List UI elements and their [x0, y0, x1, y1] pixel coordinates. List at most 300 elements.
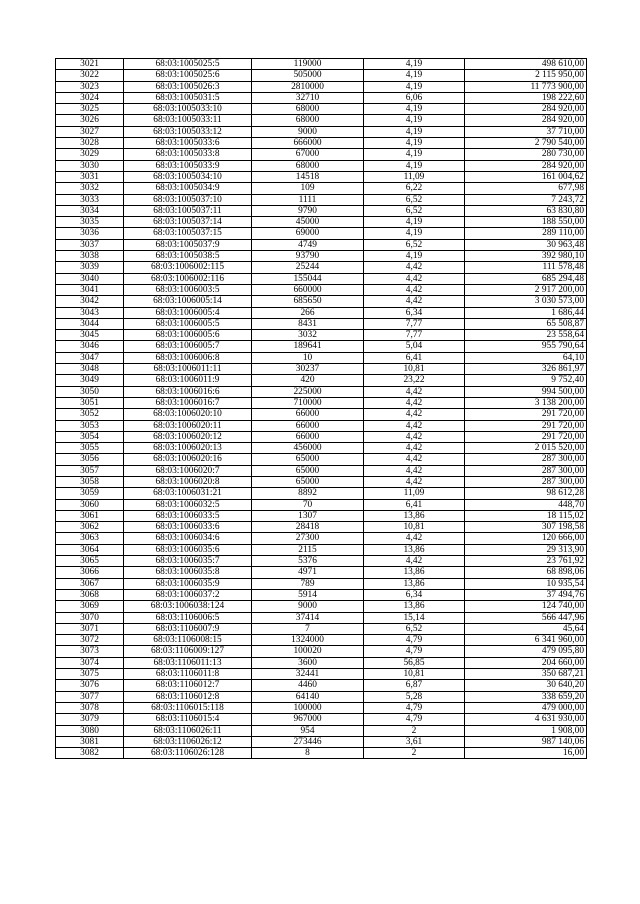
row-number: 3073	[56, 646, 124, 657]
row-number: 3067	[56, 578, 124, 589]
row-number: 3052	[56, 409, 124, 420]
cadastral-cost: 63 830,80	[465, 205, 587, 216]
row-number: 3077	[56, 691, 124, 702]
table-row	[56, 522, 587, 533]
cadastral-number: 68:03:1006005:5	[124, 318, 252, 329]
area-value: 45000	[252, 217, 364, 228]
rate-value: 4,42	[364, 443, 465, 454]
row-number: 3048	[56, 364, 124, 375]
cadastral-cost: 284 920,00	[465, 160, 587, 171]
row-number: 3059	[56, 488, 124, 499]
table-row	[56, 352, 587, 363]
row-number: 3080	[56, 725, 124, 736]
rate-value: 4,19	[364, 160, 465, 171]
rate-value: 4,42	[364, 397, 465, 408]
area-value: 8431	[252, 318, 364, 329]
cadastral-cost: 204 660,00	[465, 657, 587, 668]
row-number: 3055	[56, 443, 124, 454]
table-row	[56, 691, 587, 702]
cadastral-number: 68:03:1005026:3	[124, 81, 252, 92]
area-value: 3600	[252, 657, 364, 668]
cadastral-cost: 291 720,00	[465, 409, 587, 420]
area-value: 28418	[252, 522, 364, 533]
area-value: 66000	[252, 431, 364, 442]
area-value: 4971	[252, 567, 364, 578]
rate-value: 4,19	[364, 59, 465, 70]
table-row	[56, 318, 587, 329]
area-value: 789	[252, 578, 364, 589]
rate-value: 5,04	[364, 341, 465, 352]
table-row	[56, 228, 587, 239]
rate-value: 10,81	[364, 522, 465, 533]
cadastral-cost: 65 508,87	[465, 318, 587, 329]
table-row	[56, 443, 587, 454]
cadastral-cost: 2 115 950,00	[465, 70, 587, 81]
rate-value: 4,42	[364, 262, 465, 273]
cadastral-cost: 64,10	[465, 352, 587, 363]
cadastral-number: 68:03:1005037:9	[124, 239, 252, 250]
cadastral-number: 68:03:1005038:5	[124, 251, 252, 262]
cadastral-number: 68:03:1005033:12	[124, 126, 252, 137]
cadastral-cost: 111 578,48	[465, 262, 587, 273]
table-row	[56, 601, 587, 612]
row-number: 3047	[56, 352, 124, 363]
table-row	[56, 341, 587, 352]
cadastral-cost: 498 610,00	[465, 59, 587, 70]
area-value: 65000	[252, 476, 364, 487]
table-row	[56, 296, 587, 307]
rate-value: 5,28	[364, 691, 465, 702]
area-value: 660000	[252, 284, 364, 295]
area-value: 30237	[252, 364, 364, 375]
row-number: 3054	[56, 431, 124, 442]
row-number: 3066	[56, 567, 124, 578]
cadastral-number: 68:03:1006035:8	[124, 567, 252, 578]
row-number: 3072	[56, 635, 124, 646]
table-row	[56, 657, 587, 668]
cadastral-cost: 2 015 520,00	[465, 443, 587, 454]
cadastral-cost: 3 030 573,00	[465, 296, 587, 307]
row-number: 3041	[56, 284, 124, 295]
table-row	[56, 205, 587, 216]
row-number: 3042	[56, 296, 124, 307]
cadastral-number: 68:03:1005034:9	[124, 183, 252, 194]
row-number: 3035	[56, 217, 124, 228]
rate-value: 4,42	[364, 465, 465, 476]
cadastral-number: 68:03:1005033:11	[124, 115, 252, 126]
rate-value: 6,34	[364, 307, 465, 318]
area-value: 456000	[252, 443, 364, 454]
rate-value: 4,19	[364, 70, 465, 81]
area-value: 66000	[252, 420, 364, 431]
table-row	[56, 702, 587, 713]
table-row	[56, 488, 587, 499]
cadastral-cost: 11 773 900,00	[465, 81, 587, 92]
table-row	[56, 454, 587, 465]
table-row	[56, 115, 587, 126]
rate-value: 4,79	[364, 714, 465, 725]
row-number: 3064	[56, 544, 124, 555]
rate-value: 4,42	[364, 431, 465, 442]
area-value: 505000	[252, 70, 364, 81]
row-number: 3060	[56, 499, 124, 510]
cadastral-number: 68:03:1006034:6	[124, 533, 252, 544]
cadastral-number: 68:03:1005037:11	[124, 205, 252, 216]
area-value: 1324000	[252, 635, 364, 646]
rate-value: 6,87	[364, 680, 465, 691]
rate-value: 4,79	[364, 646, 465, 657]
cadastral-number: 68:03:1006033:6	[124, 522, 252, 533]
table-row	[56, 239, 587, 250]
area-value: 1111	[252, 194, 364, 205]
area-value: 155044	[252, 273, 364, 284]
area-value: 70	[252, 499, 364, 510]
cadastral-number: 68:03:1006033:5	[124, 510, 252, 521]
row-number: 3061	[56, 510, 124, 521]
table-row	[56, 171, 587, 182]
area-value: 9790	[252, 205, 364, 216]
area-value: 266	[252, 307, 364, 318]
cadastral-number: 68:03:1006016:6	[124, 386, 252, 397]
rate-value: 13,86	[364, 567, 465, 578]
row-number: 3024	[56, 92, 124, 103]
rate-value: 6,52	[364, 239, 465, 250]
table-row	[56, 70, 587, 81]
row-number: 3062	[56, 522, 124, 533]
table-row	[56, 138, 587, 149]
area-value: 5914	[252, 589, 364, 600]
cadastral-cost: 338 659,20	[465, 691, 587, 702]
rate-value: 4,19	[364, 81, 465, 92]
cadastral-cost: 479 095,80	[465, 646, 587, 657]
rate-value: 4,19	[364, 104, 465, 115]
cadastral-number: 68:03:1006006:8	[124, 352, 252, 363]
row-number: 3029	[56, 149, 124, 160]
cadastral-number: 68:03:1006005:6	[124, 330, 252, 341]
cadastral-cost: 37 710,00	[465, 126, 587, 137]
area-value: 273446	[252, 736, 364, 747]
area-value: 119000	[252, 59, 364, 70]
cadastral-number: 68:03:1006037:2	[124, 589, 252, 600]
cadastral-number: 68:03:1106007:9	[124, 623, 252, 634]
row-number: 3079	[56, 714, 124, 725]
row-number: 3065	[56, 556, 124, 567]
row-number: 3053	[56, 420, 124, 431]
rate-value: 6,06	[364, 92, 465, 103]
row-number: 3040	[56, 273, 124, 284]
cadastral-cost: 1 908,00	[465, 725, 587, 736]
table-row	[56, 104, 587, 115]
row-number: 3026	[56, 115, 124, 126]
cadastral-cost: 188 550,00	[465, 217, 587, 228]
table-row	[56, 160, 587, 171]
area-value: 25244	[252, 262, 364, 273]
row-number: 3038	[56, 251, 124, 262]
row-number: 3056	[56, 454, 124, 465]
table-row	[56, 420, 587, 431]
rate-value: 13,86	[364, 544, 465, 555]
row-number: 3037	[56, 239, 124, 250]
row-number: 3063	[56, 533, 124, 544]
area-value: 67000	[252, 149, 364, 160]
rate-value: 6,52	[364, 623, 465, 634]
cadastral-number: 68:03:1005033:8	[124, 149, 252, 160]
table-row	[56, 623, 587, 634]
row-number: 3070	[56, 612, 124, 623]
rate-value: 2	[364, 748, 465, 759]
cadastral-cost: 98 612,28	[465, 488, 587, 499]
rate-value: 7,77	[364, 330, 465, 341]
cadastral-number: 68:03:1106015:118	[124, 702, 252, 713]
area-value: 100020	[252, 646, 364, 657]
area-value: 69000	[252, 228, 364, 239]
cadastral-cost: 3 138 200,00	[465, 397, 587, 408]
cadastral-cost: 566 447,96	[465, 612, 587, 623]
cadastral-number: 68:03:1005037:10	[124, 194, 252, 205]
cadastral-cost: 10 935,54	[465, 578, 587, 589]
table-row	[56, 736, 587, 747]
rate-value: 11,09	[364, 171, 465, 182]
cadastral-number: 68:03:1106012:7	[124, 680, 252, 691]
cadastral-cost: 677,98	[465, 183, 587, 194]
table-row	[56, 725, 587, 736]
cadastral-number: 68:03:1106011:13	[124, 657, 252, 668]
area-value: 32441	[252, 669, 364, 680]
row-number: 3050	[56, 386, 124, 397]
rate-value: 13,86	[364, 578, 465, 589]
table-row	[56, 397, 587, 408]
cadastral-cost: 2 790 540,00	[465, 138, 587, 149]
row-number: 3028	[56, 138, 124, 149]
cadastral-cost: 2 917 200,00	[465, 284, 587, 295]
rate-value: 15,14	[364, 612, 465, 623]
cadastral-cost: 392 980,10	[465, 251, 587, 262]
cadastral-number: 68:03:1006020:12	[124, 431, 252, 442]
table-row	[56, 126, 587, 137]
rate-value: 10,81	[364, 669, 465, 680]
cadastral-cost: 284 920,00	[465, 104, 587, 115]
area-value: 1307	[252, 510, 364, 521]
row-number: 3031	[56, 171, 124, 182]
cadastral-number: 68:03:1006035:9	[124, 578, 252, 589]
row-number: 3036	[56, 228, 124, 239]
cadastral-cost: 30 963,48	[465, 239, 587, 250]
rate-value: 10,81	[364, 364, 465, 375]
area-value: 14518	[252, 171, 364, 182]
row-number: 3030	[56, 160, 124, 171]
area-value: 2115	[252, 544, 364, 555]
cadastral-number: 68:03:1005031:5	[124, 92, 252, 103]
cadastral-cost: 326 861,97	[465, 364, 587, 375]
rate-value: 4,19	[364, 251, 465, 262]
cadastral-cost: 284 920,00	[465, 115, 587, 126]
rate-value: 4,19	[364, 149, 465, 160]
area-value: 66000	[252, 409, 364, 420]
rate-value: 4,42	[364, 273, 465, 284]
cadastral-number: 68:03:1005025:6	[124, 70, 252, 81]
rate-value: 4,19	[364, 138, 465, 149]
row-number: 3033	[56, 194, 124, 205]
cadastral-number: 68:03:1005034:10	[124, 171, 252, 182]
cadastral-number: 68:03:1006005:14	[124, 296, 252, 307]
rate-value: 4,42	[364, 476, 465, 487]
cadastral-number: 68:03:1006005:4	[124, 307, 252, 318]
area-value: 7	[252, 623, 364, 634]
area-value: 68000	[252, 115, 364, 126]
cadastral-number: 68:03:1006003:5	[124, 284, 252, 295]
cadastral-number: 68:03:1006020:11	[124, 420, 252, 431]
cadastral-number: 68:03:1106026:12	[124, 736, 252, 747]
cadastral-cost: 9 752,40	[465, 375, 587, 386]
rate-value: 6,34	[364, 589, 465, 600]
cadastral-cost: 37 494,76	[465, 589, 587, 600]
row-number: 3023	[56, 81, 124, 92]
cadastral-number: 68:03:1006020:13	[124, 443, 252, 454]
cadastral-cost: 23 761,92	[465, 556, 587, 567]
table-row	[56, 183, 587, 194]
area-value: 2810000	[252, 81, 364, 92]
cadastral-cost: 289 110,00	[465, 228, 587, 239]
table-row	[56, 149, 587, 160]
cadastral-cost: 16,00	[465, 748, 587, 759]
rate-value: 6,41	[364, 352, 465, 363]
cadastral-cost: 68 898,06	[465, 567, 587, 578]
rate-value: 23,22	[364, 375, 465, 386]
cadastral-cost: 29 313,90	[465, 544, 587, 555]
cadastral-number: 68:03:1006038:124	[124, 601, 252, 612]
table-row	[56, 544, 587, 555]
cadastral-cost: 23 558,64	[465, 330, 587, 341]
area-value: 4460	[252, 680, 364, 691]
row-number: 3068	[56, 589, 124, 600]
area-value: 685650	[252, 296, 364, 307]
area-value: 27300	[252, 533, 364, 544]
rate-value: 7,77	[364, 318, 465, 329]
cadastral-number: 68:03:1005033:9	[124, 160, 252, 171]
cadastral-cost: 30 640,20	[465, 680, 587, 691]
rate-value: 4,42	[364, 533, 465, 544]
table-row	[56, 375, 587, 386]
area-value: 68000	[252, 160, 364, 171]
area-value: 4749	[252, 239, 364, 250]
cadastral-cost: 6 341 960,00	[465, 635, 587, 646]
area-value: 710000	[252, 397, 364, 408]
rate-value: 13,86	[364, 510, 465, 521]
table-row	[56, 465, 587, 476]
row-number: 3074	[56, 657, 124, 668]
row-number: 3027	[56, 126, 124, 137]
rate-value: 56,85	[364, 657, 465, 668]
rate-value: 4,19	[364, 115, 465, 126]
cadastral-cost: 120 666,00	[465, 533, 587, 544]
table-row	[56, 409, 587, 420]
row-number: 3045	[56, 330, 124, 341]
rate-value: 4,19	[364, 217, 465, 228]
area-value: 420	[252, 375, 364, 386]
row-number: 3034	[56, 205, 124, 216]
table-row	[56, 669, 587, 680]
row-number: 3032	[56, 183, 124, 194]
table-row	[56, 748, 587, 759]
cadastral-cost: 1 686,44	[465, 307, 587, 318]
rate-value: 11,09	[364, 488, 465, 499]
rate-value: 6,41	[364, 499, 465, 510]
cadastral-number: 68:03:1006031:21	[124, 488, 252, 499]
rate-value: 4,42	[364, 556, 465, 567]
table-row	[56, 273, 587, 284]
rate-value: 13,86	[364, 601, 465, 612]
area-value: 5376	[252, 556, 364, 567]
row-number: 3078	[56, 702, 124, 713]
cadastral-number: 68:03:1006005:7	[124, 341, 252, 352]
cadastral-cost: 955 790,64	[465, 341, 587, 352]
row-number: 3039	[56, 262, 124, 273]
row-number: 3069	[56, 601, 124, 612]
table-row	[56, 217, 587, 228]
cadastral-number: 68:03:1006032:5	[124, 499, 252, 510]
row-number: 3075	[56, 669, 124, 680]
area-value: 189641	[252, 341, 364, 352]
cadastral-number: 68:03:1006020:7	[124, 465, 252, 476]
area-value: 8892	[252, 488, 364, 499]
rate-value: 3,61	[364, 736, 465, 747]
cadastral-number: 68:03:1005033:10	[124, 104, 252, 115]
table-row	[56, 92, 587, 103]
cadastral-number: 68:03:1005037:14	[124, 217, 252, 228]
table-row	[56, 307, 587, 318]
cadastral-number: 68:03:1106011:8	[124, 669, 252, 680]
table-row	[56, 499, 587, 510]
table-row	[56, 251, 587, 262]
area-value: 32710	[252, 92, 364, 103]
cadastral-number: 68:03:1106008:15	[124, 635, 252, 646]
area-value: 225000	[252, 386, 364, 397]
cadastral-cost: 448,70	[465, 499, 587, 510]
rate-value: 4,79	[364, 635, 465, 646]
row-number: 3058	[56, 476, 124, 487]
table-row	[56, 556, 587, 567]
cadastral-number: 68:03:1005033:6	[124, 138, 252, 149]
cadastral-number: 68:03:1006020:16	[124, 454, 252, 465]
cadastral-number: 68:03:1005025:5	[124, 59, 252, 70]
table-row	[56, 386, 587, 397]
area-value: 10	[252, 352, 364, 363]
rate-value: 6,22	[364, 183, 465, 194]
table-row	[56, 646, 587, 657]
cadastral-cost: 7 243,72	[465, 194, 587, 205]
cadastral-cost: 287 300,00	[465, 454, 587, 465]
cadastral-number: 68:03:1106012:8	[124, 691, 252, 702]
table-row	[56, 680, 587, 691]
cadastral-cost: 994 500,00	[465, 386, 587, 397]
row-number: 3057	[56, 465, 124, 476]
table-row	[56, 612, 587, 623]
row-number: 3046	[56, 341, 124, 352]
cadastral-number: 68:03:1006002:115	[124, 262, 252, 273]
table-row	[56, 567, 587, 578]
rate-value: 2	[364, 725, 465, 736]
cadastral-cost: 4 631 930,00	[465, 714, 587, 725]
cadastral-number: 68:03:1106015:4	[124, 714, 252, 725]
cadastral-number: 68:03:1106026:11	[124, 725, 252, 736]
table-row	[56, 364, 587, 375]
cadastral-cost: 161 004,62	[465, 171, 587, 182]
area-value: 68000	[252, 104, 364, 115]
cadastral-number: 68:03:1006035:7	[124, 556, 252, 567]
table-row	[56, 81, 587, 92]
cadastral-number: 68:03:1005037:15	[124, 228, 252, 239]
rate-value: 4,42	[364, 386, 465, 397]
